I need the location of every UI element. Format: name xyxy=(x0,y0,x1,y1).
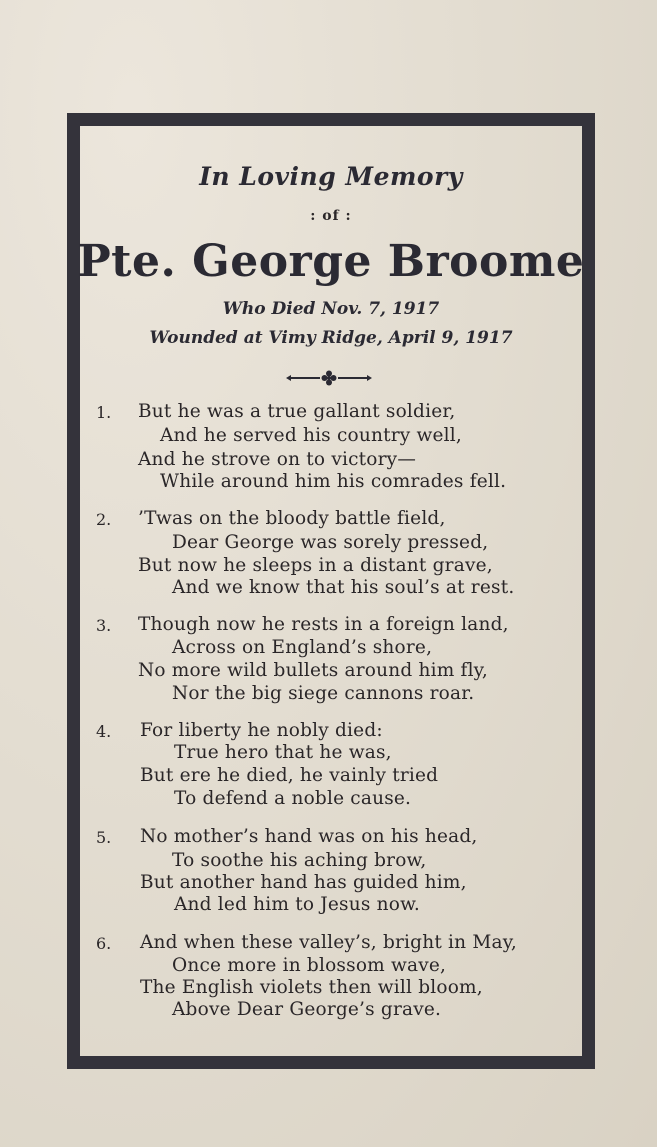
fleuron-divider-icon xyxy=(286,370,372,386)
poem-line: For liberty he nobly died: xyxy=(140,720,383,741)
wounded-note: Wounded at Vimy Ridge, April 9, 1917 xyxy=(149,328,513,348)
poem-line: But he was a true gallant soldier, xyxy=(138,401,456,422)
poem-line: True hero that he was, xyxy=(174,742,392,763)
poem-line: No more wild bullets around him fly, xyxy=(138,660,488,681)
soldier-name: Pte. George Broome xyxy=(77,236,585,287)
poem-line: Above Dear George’s grave. xyxy=(172,999,442,1020)
stanza-number: 5. xyxy=(96,828,112,847)
poem-line: And he strove on to victory— xyxy=(138,449,417,470)
death-date: Who Died Nov. 7, 1917 xyxy=(222,299,440,319)
poem-line: While around him his comrades fell. xyxy=(160,471,507,492)
poem-line: And he served his country well, xyxy=(160,425,462,446)
poem-line: And led him to Jesus now. xyxy=(174,894,421,915)
poem-line: But ere he died, he vainly tried xyxy=(140,765,439,786)
poem-line: ’Twas on the bloody battle field, xyxy=(138,508,446,529)
poem-line: Across on England’s shore, xyxy=(172,637,433,658)
card-heading: In Loving Memory xyxy=(199,162,463,191)
poem-line: But another hand has guided him, xyxy=(140,872,467,893)
poem-line: To defend a noble cause. xyxy=(174,788,412,809)
card-of-label: : of : xyxy=(310,208,352,224)
stanza-number: 6. xyxy=(96,934,112,953)
stanza-number: 4. xyxy=(96,722,112,741)
poem-line: The English violets then will bloom, xyxy=(140,977,483,998)
stanza-number: 2. xyxy=(96,510,112,529)
poem-line: Dear George was sorely pressed, xyxy=(172,532,489,553)
stanza-number: 1. xyxy=(96,403,112,422)
poem-line: Though now he rests in a foreign land, xyxy=(138,614,509,635)
poem-line: Nor the big siege cannons roar. xyxy=(172,683,475,704)
stanza-number: 3. xyxy=(96,616,112,635)
poem-line: No mother’s hand was on his head, xyxy=(140,826,478,847)
poem-line: But now he sleeps in a distant grave, xyxy=(138,555,493,576)
poem-line: To soothe his aching brow, xyxy=(172,850,427,871)
poem-line: And we know that his soul’s at rest. xyxy=(172,577,515,598)
poem-line: And when these valley’s, bright in May, xyxy=(140,932,517,953)
poem-line: Once more in blossom wave, xyxy=(172,955,447,976)
